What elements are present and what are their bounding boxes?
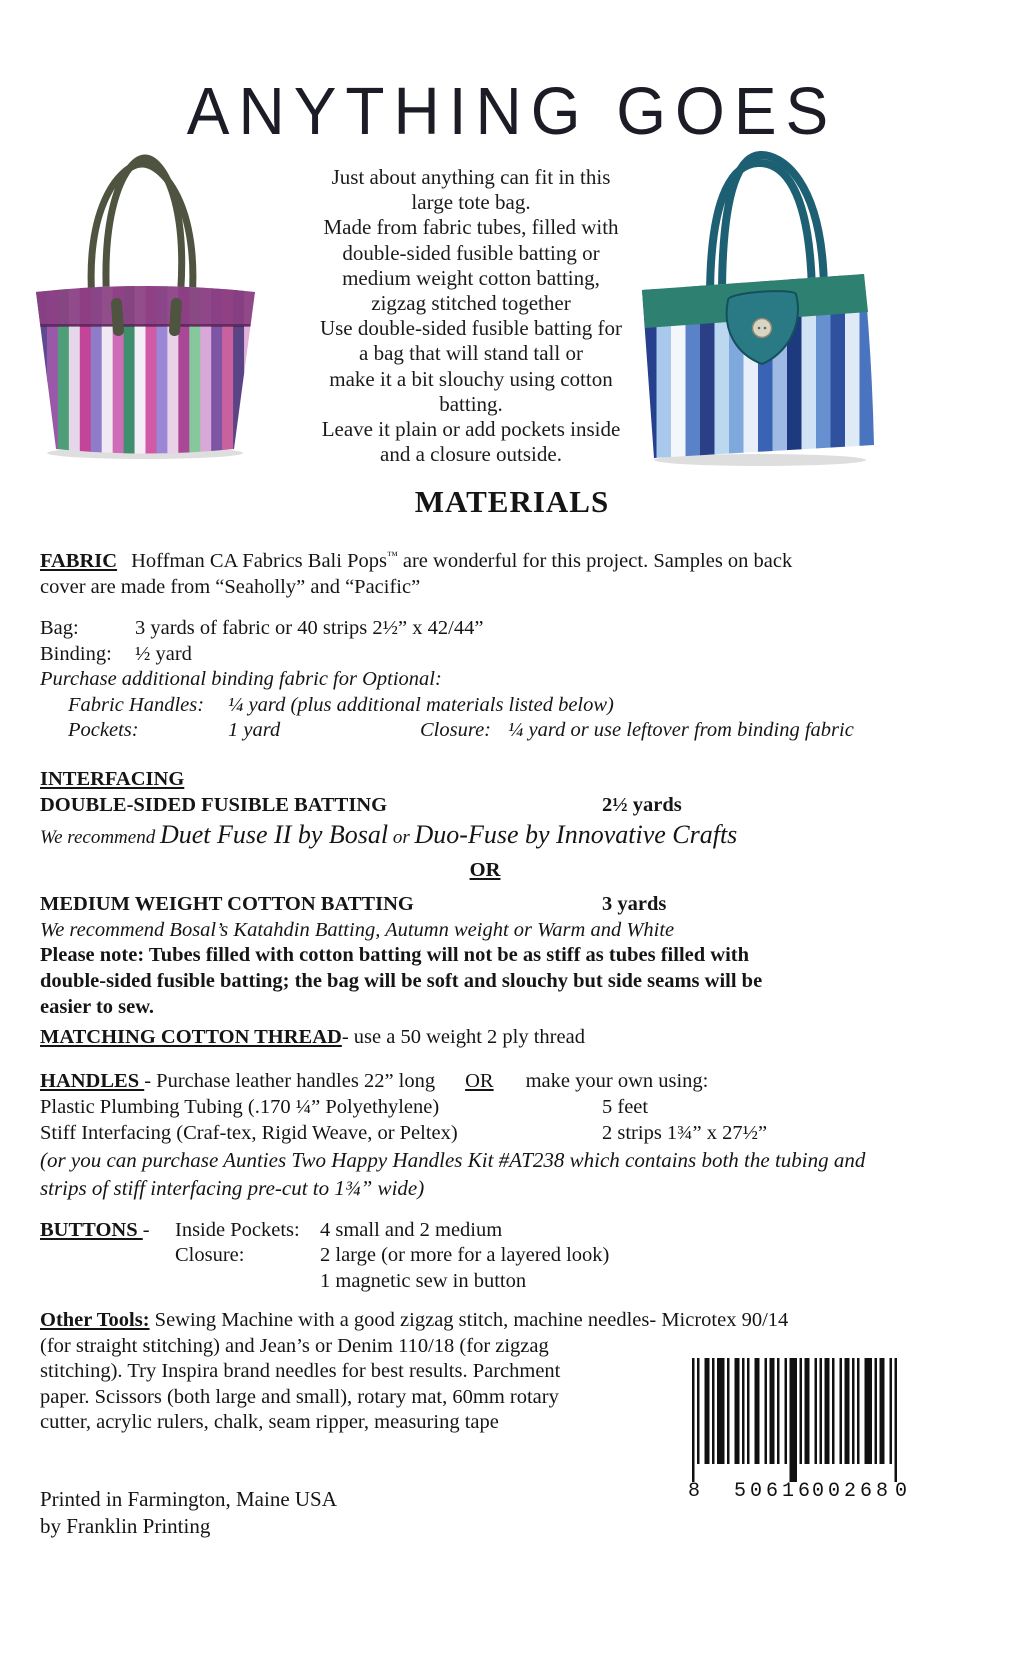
purple-tote-bag-graphic <box>28 150 263 460</box>
inside-pockets-value: 4 small and 2 medium <box>320 1219 503 1241</box>
text-line: large tote bag. <box>411 190 531 215</box>
handles-label: HANDLES <box>40 1070 145 1092</box>
text-line: Printed in Farmington, Maine USA <box>40 1487 337 1511</box>
optional-note: Purchase additional binding fabric for Optional: <box>40 668 442 691</box>
tubing-row <box>40 1094 990 1120</box>
bag-label: Bag: <box>40 617 79 639</box>
text-line: Please note: Tubes filled with cotton batting will not be as stiff as tubes filled with <box>40 944 749 966</box>
fabric-section <box>40 543 990 600</box>
text-line: easier to sew. <box>40 995 155 1018</box>
stiff-interfacing-row <box>40 1120 990 1146</box>
cotton-recommendation: We recommend Bosal’s Katahdin Batting, Autumn weight or Warm and White <box>40 919 675 941</box>
text-line: Use double-sided fusible batting for <box>319 316 623 341</box>
button-hole <box>764 327 767 330</box>
buttons-closure-label: Closure: <box>175 1244 245 1267</box>
buttons-section <box>40 1218 990 1294</box>
magnetic-button-value: 1 magnetic sew in button <box>320 1269 527 1292</box>
interfacing-heading: INTERFACING <box>40 768 185 790</box>
materials-heading: MATERIALS <box>414 484 610 519</box>
text-line: paper. Scissors (both large and small), rotary mat, 60mm rotary <box>40 1385 559 1408</box>
page-title: ANYTHING GOES <box>186 73 838 149</box>
cotton-batting-label: MEDIUM WEIGHT COTTON BATTING <box>40 893 414 915</box>
requirement-row <box>40 616 990 642</box>
text-line: Just about anything can fit in this <box>331 165 611 189</box>
handles-make-text: make your own using: <box>525 1070 709 1092</box>
text-line <box>40 1308 990 1334</box>
text-line: zigzag stitched together <box>371 291 571 316</box>
text-line: (for straight stitching) and Jean’s or Denim 110/18 (for zigzag <box>40 1334 549 1357</box>
requirement-row <box>40 693 990 719</box>
trademark-symbol: ™ <box>386 550 398 562</box>
brand-duo-fuse: Duo-Fuse by Innovative Crafts <box>414 820 738 849</box>
pockets-value: 1 yard <box>228 719 281 742</box>
text-line: a bag that will stand tall or <box>359 341 583 366</box>
or-divider: OR <box>469 859 501 881</box>
fusible-batting-row <box>40 792 990 818</box>
bag-button <box>753 319 772 338</box>
fabric-text: Hoffman CA Fabrics Bali Pops <box>131 549 387 572</box>
text-line: stitching). Try Inspira brand needles for best results. Parchment <box>40 1360 561 1383</box>
barcode-bars <box>692 1358 897 1482</box>
buttons-closure-value: 2 large (or more for a layered look) <box>320 1244 610 1267</box>
intro-paragraph <box>256 165 686 467</box>
fusible-batting-label: DOUBLE-SIDED FUSIBLE BATTING <box>40 794 388 816</box>
other-tools-text: Sewing Machine with a good zigzag stitch, machine needles- Microtex 90/14 <box>154 1309 789 1331</box>
empty-cell <box>175 1269 320 1294</box>
binding-label: Binding: <box>40 642 112 665</box>
brand-duet-fuse: Duet Fuse II by Bosal <box>159 820 389 849</box>
or-word: or <box>388 827 415 848</box>
handles-header-row <box>40 1068 990 1094</box>
empty-cell <box>40 1269 175 1294</box>
barcode-graphic <box>688 1354 908 1502</box>
recommend-prefix: We recommend <box>40 827 160 848</box>
closure-label: Closure: <box>420 719 491 742</box>
closure-value: ¼ yard or use leftover from binding fabric <box>508 719 854 742</box>
yardage-requirements <box>40 616 990 744</box>
buttons-grid <box>40 1218 990 1294</box>
upc-barcode <box>688 1354 908 1507</box>
fabric-handles-value: ¼ yard (plus additional materials listed below) <box>228 693 614 716</box>
fusible-recommendation <box>40 818 990 854</box>
requirement-row <box>40 642 990 668</box>
text-line: and a closure outside. <box>380 442 562 467</box>
text-line <box>40 543 990 574</box>
bag-top-band <box>34 280 256 326</box>
text-line: by Franklin Printing <box>40 1514 211 1538</box>
text-line: batting. <box>439 391 503 416</box>
text-line: cover are made from “Seaholly” and “Pacific” <box>40 575 421 598</box>
band-seam <box>34 324 256 327</box>
inside-pockets-label: Inside Pockets: <box>175 1219 300 1241</box>
stiff-interfacing-qty: 2 strips 1¾” x 27½” <box>602 1122 768 1144</box>
thread-text: - use a 50 weight 2 ply thread <box>341 1026 585 1048</box>
text-line: Made from fabric tubes, filled with <box>323 215 619 240</box>
text-line: double-sided fusible batting or <box>342 240 600 265</box>
barcode-digits-group2: 00268 <box>812 1480 893 1502</box>
barcode-digit-last: 0 <box>895 1480 908 1502</box>
text-line: make it a bit slouchy using cotton <box>329 366 613 391</box>
interfacing-section <box>40 766 990 1020</box>
cotton-batting-qty: 3 yards <box>602 893 667 915</box>
empty-cell <box>40 1243 175 1268</box>
fabric-text: are wonderful for this project. Samples on back <box>397 549 793 572</box>
text-line: (or you can purchase Aunties Two Happy Handles Kit #AT238 which contains both the tubing and <box>40 1148 866 1172</box>
button-hole <box>758 327 761 330</box>
please-note <box>40 943 990 1020</box>
bag-value: 3 yards of fabric or 40 strips 2½” x 42/44” <box>135 617 484 639</box>
requirement-row <box>40 718 990 744</box>
purple-tote-bag-photo <box>28 150 263 465</box>
handles-purchase-text: - Purchase leather handles 22” long <box>144 1070 436 1092</box>
text-line: cutter, acrylic rulers, chalk, seam ripper, measuring tape <box>40 1411 499 1434</box>
text-line: double-sided fusible batting; the bag will be soft and slouchy but side seams will be <box>40 969 763 992</box>
kit-note <box>40 1146 990 1202</box>
barcode-digits-group1: 50616 <box>734 1480 815 1502</box>
tubing-qty: 5 feet <box>602 1096 649 1118</box>
fabric-handles-label: Fabric Handles: <box>68 693 205 716</box>
stiff-interfacing-label: Stiff Interfacing (Craf-tex, Rigid Weave, or Peltex) <box>40 1122 458 1144</box>
buttons-label-cell: BUTTONS - <box>40 1219 150 1241</box>
other-tools-wrap <box>40 1334 700 1436</box>
barcode-digit-first: 8 <box>688 1480 701 1502</box>
binding-value: ½ yard <box>135 642 192 665</box>
tubing-label: Plastic Plumbing Tubing (.170 ¼” Polyethylene) <box>40 1096 440 1118</box>
text-line: Leave it plain or add pockets inside <box>321 417 621 442</box>
printer-credit <box>40 1486 990 1540</box>
handles-section <box>40 1068 990 1146</box>
thread-label: MATCHING COTTON THREAD <box>40 1026 342 1048</box>
text-line: medium weight cotton batting, <box>342 265 600 290</box>
cotton-batting-row <box>40 891 990 917</box>
fabric-label: FABRIC <box>40 549 118 572</box>
handles-or: OR <box>465 1070 494 1092</box>
other-tools-label: Other Tools: <box>40 1309 150 1331</box>
fusible-batting-qty: 2½ yards <box>602 794 682 816</box>
pockets-label: Pockets: <box>68 719 139 742</box>
thread-section <box>40 1024 990 1050</box>
text-line: strips of stiff interfacing pre-cut to 1¾” wide) <box>40 1176 425 1200</box>
